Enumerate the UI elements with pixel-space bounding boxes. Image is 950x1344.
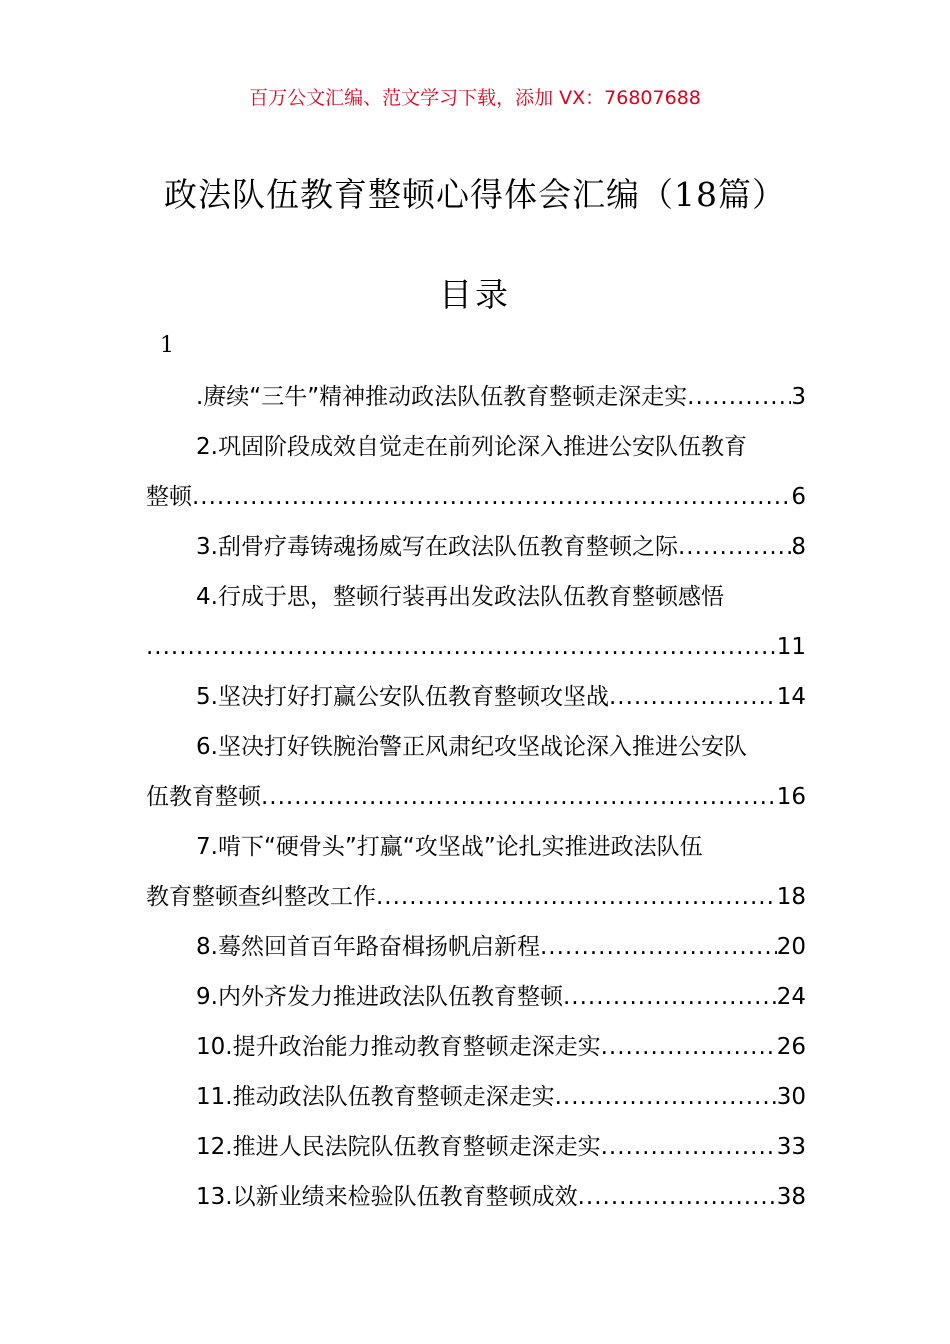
toc-entry-title: 7.啃下“硬骨头”打赢“攻坚战”论扎实推进政法队伍 <box>196 834 703 860</box>
toc-entry-continuation[interactable] <box>146 872 806 922</box>
toc-entry-title: 10.提升政治能力推动教育整顿走深走实 <box>196 1034 601 1060</box>
toc-entry[interactable] <box>146 722 806 772</box>
promo-banner: 百万公文汇编、范文学习下载，添加 VX：76807688 <box>249 87 701 109</box>
toc-entry[interactable] <box>146 1122 806 1172</box>
toc-leader-dots <box>376 872 777 922</box>
toc-entry-title-cont: 整顿 <box>146 484 192 510</box>
toc-entry[interactable] <box>146 922 806 972</box>
toc-entry-continuation[interactable] <box>146 622 806 672</box>
toc-entry-page: 20 <box>776 934 806 960</box>
toc-leader-dots <box>540 922 777 972</box>
toc-entry-page: 38 <box>776 1184 806 1210</box>
toc-entry-title: 13.以新业绩来检验队伍教育整顿成效 <box>196 1184 578 1210</box>
toc-leader-dots <box>192 472 791 522</box>
toc-entry-page: 16 <box>776 784 806 810</box>
toc-leader-dots <box>687 372 791 422</box>
document-title <box>0 172 950 218</box>
toc-entry-page: 3 <box>791 384 806 410</box>
toc-leader-dots <box>601 1122 777 1172</box>
toc-entry-title: .赓续“三牛”精神推动政法队伍教育整顿走深走实 <box>196 384 688 410</box>
toc-entry[interactable] <box>146 672 806 722</box>
toc-leader-dots <box>555 1072 777 1122</box>
toc-entry-page: 8 <box>791 534 806 560</box>
toc-entry-title: 2.巩固阶段成效自觉走在前列论深入推进公安队伍教育 <box>196 434 747 460</box>
table-of-contents <box>146 372 806 1222</box>
title-suffix: 篇） <box>718 175 786 214</box>
toc-entry-title: 3.刮骨疗毒铸魂扬威写在政法队伍教育整顿之际 <box>196 534 678 560</box>
toc-entry-title: 4.行成于思，整顿行装再出发政法队伍教育整顿感悟 <box>196 584 724 610</box>
title-count: 18 <box>674 175 718 214</box>
toc-leader-dots <box>146 622 777 672</box>
toc-entry-title: 5.坚决打好打赢公安队伍教育整顿攻坚战 <box>196 684 609 710</box>
toc-leader-dots <box>601 1022 777 1072</box>
toc-entry[interactable] <box>146 1172 806 1222</box>
toc-entry-page: 18 <box>776 884 806 910</box>
toc-leader-dots <box>578 1172 777 1222</box>
toc-entry-page: 14 <box>776 684 806 710</box>
toc-entry-title: 9.内外齐发力推进政法队伍教育整顿 <box>196 984 563 1010</box>
toc-entry[interactable] <box>146 822 806 872</box>
toc-entry[interactable] <box>146 572 806 622</box>
toc-entry-page: 33 <box>776 1134 806 1160</box>
toc-entry[interactable] <box>146 522 806 572</box>
toc-entry[interactable] <box>146 372 806 422</box>
toc-entry-title: 8.蓦然回首百年路奋楫扬帆启新程 <box>196 934 540 960</box>
toc-entry-title: 11.推动政法队伍教育整顿走深走实 <box>196 1084 555 1110</box>
toc-entry[interactable] <box>146 972 806 1022</box>
toc-entry-page: 24 <box>776 984 806 1010</box>
toc-entry-title-cont: 伍教育整顿 <box>146 784 261 810</box>
toc-leader-dots <box>261 772 777 822</box>
toc-entry-page: 6 <box>791 484 806 510</box>
page-number: 1 <box>160 333 174 358</box>
title-prefix: 政法队伍教育整顿心得体会汇编（ <box>164 175 674 214</box>
toc-entry[interactable] <box>146 1072 806 1122</box>
toc-leader-dots <box>678 522 791 572</box>
toc-entry-page: 26 <box>776 1034 806 1060</box>
toc-entry[interactable] <box>146 422 806 472</box>
toc-heading: 目录 <box>439 275 511 314</box>
toc-entry-title: 6.坚决打好铁腕治警正风肃纪攻坚战论深入推进公安队 <box>196 734 747 760</box>
toc-entry-page: 30 <box>776 1084 806 1110</box>
toc-entry-page: 11 <box>776 634 806 660</box>
toc-leader-dots <box>563 972 777 1022</box>
toc-entry-continuation[interactable] <box>146 472 806 522</box>
toc-entry[interactable] <box>146 1022 806 1072</box>
toc-leader-dots <box>609 672 777 722</box>
toc-entry-title: 12.推进人民法院队伍教育整顿走深走实 <box>196 1134 601 1160</box>
toc-entry-continuation[interactable] <box>146 772 806 822</box>
toc-entry-title-cont: 教育整顿查纠整改工作 <box>146 884 376 910</box>
